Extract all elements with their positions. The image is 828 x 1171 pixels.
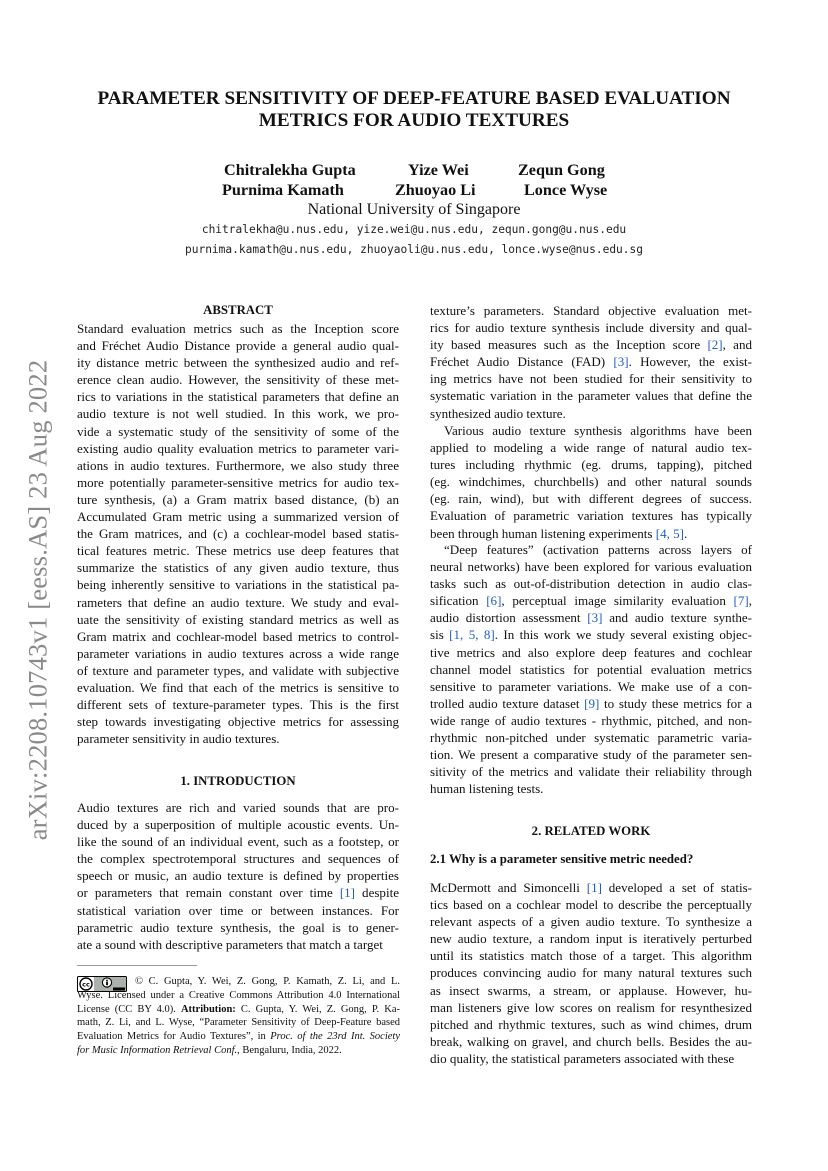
text-line: different sets of texture-parameter types. This is the first xyxy=(77,697,399,713)
text-line: being inherently sensitive to variations in the statistical pa- xyxy=(77,577,399,593)
text-line: summarize the statistics of any given audio texture, thus xyxy=(77,560,399,576)
author-emails: chitralekha@u.nus.edu, yize.wei@u.nus.edu, zequn.gong@u.nus.edu xyxy=(201,223,627,236)
text-line: Various audio texture synthesis algorithms have been xyxy=(444,423,752,438)
text-line: Audio textures are rich and varied sounds that are pro- xyxy=(77,800,399,815)
text-line: systematic variation in the parameter values that define the xyxy=(430,388,752,404)
text-line: sensitive to parameter variations. We make use of a con- xyxy=(430,678,752,694)
text-line: speech or music, an audio texture is defined by properties xyxy=(77,868,399,884)
text-line: rhythmic non-pitched under systematic parametric varia- xyxy=(430,730,752,746)
abstract-heading: ABSTRACT xyxy=(203,303,273,317)
footnote-line: for Music Information Retrieval Conf., Bengaluru, India, 2022. xyxy=(77,1044,342,1056)
text-line: the Gram matrices, and (c) a cochlear-model based statis- xyxy=(77,526,399,542)
text-line: until its statistics match those of a target. This algorithm xyxy=(430,948,752,964)
title-line: METRICS FOR AUDIO TEXTURES xyxy=(258,110,570,131)
text-line: audio distortion assessment [3] and audio texture synthe- xyxy=(430,610,752,626)
text-line: existing audio quality evaluation metrics to parameter vari- xyxy=(77,440,399,456)
text-line: ing metrics have not been studied for their sensitivity to xyxy=(430,371,752,387)
footnote-line: Wyse. Licensed under a Creative Commons Attribution 4.0 International xyxy=(77,989,400,1001)
author-name: Lonce Wyse xyxy=(524,181,608,199)
text-line: or parameters that remain constant over time [1] despite xyxy=(77,885,399,901)
footnote-line: © C. Gupta, Y. Wei, Z. Gong, P. Kamath, Z. Li, and L. xyxy=(135,976,400,987)
text-line: break, walking on gravel, and church bells. Besides the au- xyxy=(430,1033,752,1049)
text-line: more potentially parameter-sensitive metrics for audio tex- xyxy=(77,474,399,490)
text-line: ture synthesis, (a) a Gram matrix based distance, (b) an xyxy=(77,491,399,507)
author-name: Chitralekha Gupta xyxy=(224,161,356,179)
text-line: uate the sensitivity of existing standard metrics as well as xyxy=(77,611,399,627)
introduction-body xyxy=(77,799,399,953)
affiliation: National University of Singapore xyxy=(307,201,521,218)
author-name: Purnima Kamath xyxy=(222,181,344,199)
text-line: step towards investigating objective metrics for assessing xyxy=(77,714,399,730)
author-name: Zequn Gong xyxy=(518,161,605,179)
text-line: channel model statistics for potential evaluation metrics xyxy=(430,661,752,677)
license-footnote xyxy=(77,975,400,1058)
text-line: vide a systematic study of the sensitivity of some of the xyxy=(77,423,399,439)
footnote-line: License (CC BY 4.0). Attribution: C. Gupta, Y. Wei, Z. Gong, P. Ka- xyxy=(77,1003,400,1015)
text-line: been through human listening experiments [4, 5]. xyxy=(430,525,688,541)
text-line: evaluation. We find that each of the metrics is sensitive to xyxy=(77,679,399,695)
text-line: as insect swarms, a stream, or applause. However, hu- xyxy=(430,982,752,998)
text-line: Accumulated Gram metric using a summarized version of xyxy=(77,509,399,525)
text-line: statistical variation over time or between instances. For xyxy=(77,902,399,918)
text-line: rics to variations in the statistical parameters that define an xyxy=(77,389,399,405)
section-heading-related-work: 2. RELATED WORK xyxy=(531,824,651,838)
footnote-line: math, Z. Li, and L. Wyse, “Parameter Sensitivity of Deep-Feature based xyxy=(77,1017,400,1029)
text-line: tics based on a cochlear model to describe the perceptually xyxy=(430,897,752,913)
text-line: tures including rhythmic (eg. drums, tapping), pitched xyxy=(430,457,752,473)
text-line: audio texture is not well studied. In this work, we pro- xyxy=(77,406,399,422)
text-line: ations in audio textures. Furthermore, we also study three xyxy=(77,457,399,473)
introduction-paragraph xyxy=(430,422,752,542)
title-line: PARAMETER SENSITIVITY OF DEEP-FEATURE BASED EVALUATION xyxy=(97,88,731,109)
svg-text:cc: cc xyxy=(82,980,90,989)
text-line: sis [1, 5, 8]. In this work we study several existing objec- xyxy=(430,627,752,643)
text-line: McDermott and Simoncelli [1] developed a set of statis- xyxy=(430,880,752,895)
text-line: produces convincing audio for many natural textures such xyxy=(430,965,752,981)
text-line: ity based measures such as the Inception score [2], and xyxy=(430,337,752,353)
text-line: erence clean audio. However, the sensitivity of these met- xyxy=(77,372,399,388)
text-line: (eg. windchimes, churchbells) and other natural sounds xyxy=(430,474,752,490)
text-line: ity distance metric between the synthesized audio and ref- xyxy=(77,355,399,371)
text-line: parameter variations in audio textures across a wide range xyxy=(77,645,399,661)
text-line: “Deep features” (activation patterns across layers of xyxy=(444,542,752,557)
text-line: neural networks) have been explored for various evaluation xyxy=(430,559,752,575)
text-line: human listening tests. xyxy=(430,781,544,797)
introduction-paragraph xyxy=(430,541,752,797)
paper-title xyxy=(60,88,768,132)
text-line: parameter sensitivity in audio textures. xyxy=(77,731,280,747)
text-line: of texture and parameter types, and validate with subjective xyxy=(77,662,399,678)
related-work-paragraph xyxy=(430,879,752,1067)
text-line: pitched and rhythmic textures, such as wind chimes, drum xyxy=(430,1016,752,1032)
text-line: sitivity of the metrics and validate their reliability through xyxy=(430,764,752,780)
text-line: tive metrics and also explore deep features and cochlear xyxy=(430,644,752,660)
text-line: parametric audio texture synthesis, the goal is to gener- xyxy=(77,919,399,935)
section-heading-introduction: 1. INTRODUCTION xyxy=(180,774,296,788)
text-line: synthesized audio texture. xyxy=(430,405,566,421)
author-name: Zhuoyao Li xyxy=(395,181,476,199)
text-line: relevant aspects of a given audio texture. To synthesize a xyxy=(430,914,752,930)
text-line: Gram matrix and cochlear-model based metrics to control- xyxy=(77,628,399,644)
author-emails: purnima.kamath@u.nus.edu, zhuoyaoli@u.nus.edu, lonce.wyse@nus.edu.sg xyxy=(184,243,643,256)
text-line: like the sound of an individual event, such as a footstep, or xyxy=(77,834,399,850)
text-line: tical features metric. These metrics use deep features that xyxy=(77,543,399,559)
arxiv-identifier: arXiv:2208.10743v1 [eess.AS] 23 Aug 2022 xyxy=(22,359,53,841)
text-line: trolled audio texture dataset [9] to study these metrics for a xyxy=(430,695,752,711)
text-line: duced by a superposition of multiple acoustic events. Un- xyxy=(77,817,399,833)
text-line: rics for audio texture synthesis include diversity and qual- xyxy=(430,320,752,336)
text-line: Standard evaluation metrics such as the Inception score xyxy=(77,321,399,336)
text-line: and Fréchet Audio Distance provide a general audio qual- xyxy=(77,338,399,354)
text-line: the complex spectrotemporal structures and sequences of xyxy=(77,851,399,867)
text-line: (eg. rain, wind), but with different degrees of success. xyxy=(430,491,752,507)
introduction-continued xyxy=(430,302,752,422)
text-line: ate a sound with descriptive parameters that match a target xyxy=(77,936,383,952)
text-line: dio quality, the statistical parameters associated with these xyxy=(430,1050,735,1066)
text-line: Fréchet Audio Distance (FAD) [3]. However, the exist- xyxy=(430,354,752,370)
footnote-divider xyxy=(77,965,197,966)
subsection-heading: 2.1 Why is a parameter sensitive metric needed? xyxy=(430,852,694,866)
text-line: tasks such as out-of-distribution detection in audio clas- xyxy=(430,576,752,592)
text-line: wide range of audio textures - rhythmic, pitched, and non- xyxy=(430,712,752,728)
text-line: new audio texture, a random input is iteratively perturbed xyxy=(430,931,752,947)
footnote-line: Evaluation Metrics for Audio Textures”, in Proc. of the 23rd Int. Society xyxy=(77,1031,400,1043)
abstract-body xyxy=(77,320,399,747)
text-line: sification [6], perceptual image similarity evaluation [7], xyxy=(430,593,752,609)
text-line: man listeners give low scores on realism for resynthesized xyxy=(430,999,752,1015)
author-name: Yize Wei xyxy=(408,161,469,179)
text-line: Evaluation of parametric variation textures has typically xyxy=(430,508,752,524)
text-line: texture’s parameters. Standard objective evaluation met- xyxy=(430,303,752,318)
text-line: applied to modeling a wide range of natural audio tex- xyxy=(430,440,752,456)
text-line: tion. We present a comparative study of the parameter sen- xyxy=(430,747,752,763)
text-line: rameters that define an audio texture. We study and eval- xyxy=(77,594,399,610)
